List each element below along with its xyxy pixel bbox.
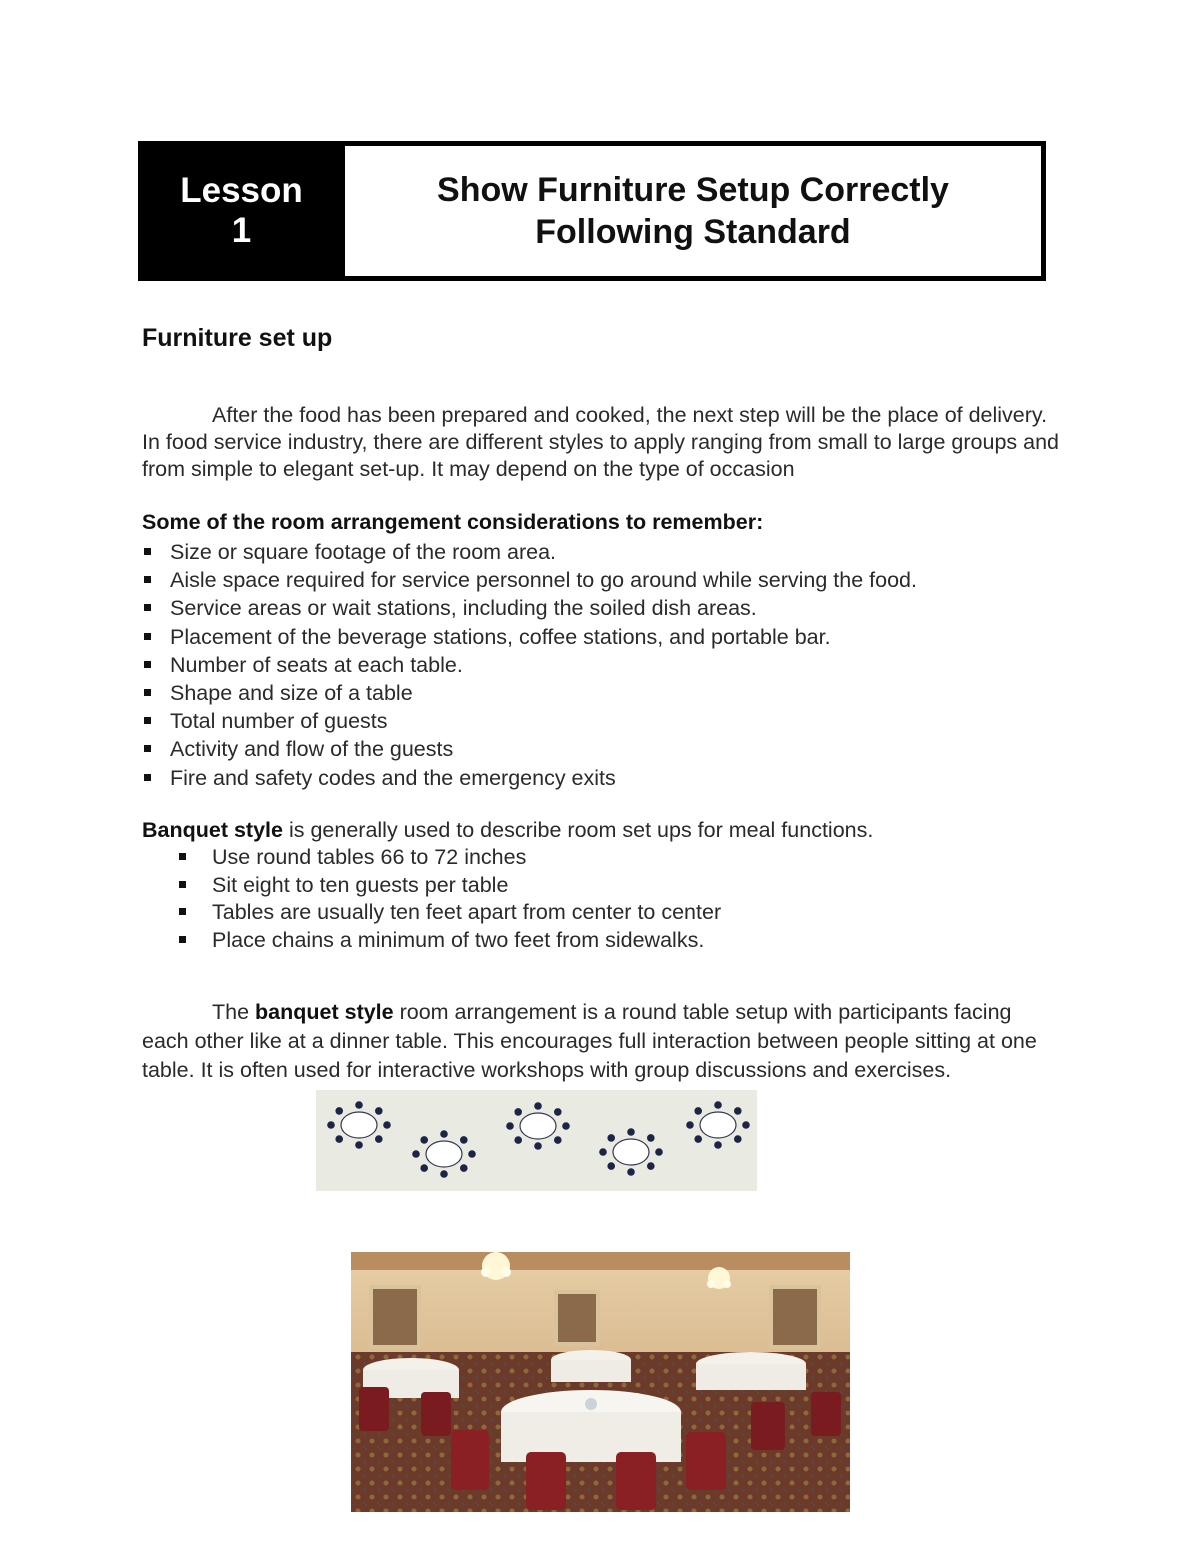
list-item: Fire and safety codes and the emergency exits [142, 764, 917, 792]
banquet-para-term: banquet style [255, 1000, 394, 1024]
list-item: Service areas or wait stations, including the soiled dish areas. [142, 594, 917, 622]
considerations-list [142, 538, 917, 792]
round-tables-diagram [316, 1090, 757, 1191]
chair-dot [627, 1128, 635, 1136]
round-table [341, 1112, 377, 1138]
chair-dot [714, 1141, 722, 1149]
list-item: Size or square footage of the room area. [142, 538, 917, 566]
chair-dot [440, 1130, 448, 1138]
red-chair [359, 1387, 389, 1431]
chair-dot [383, 1121, 391, 1129]
banquet-para-rest: room arrangement is a round table setup with participants facing each other like at a dinner table. This encourages full interaction between people sitting at one table. It is often used for interactive workshops with group discussions and exercises. [142, 1000, 1037, 1082]
lesson-title [340, 146, 1041, 276]
list-item: Number of seats at each table. [142, 651, 917, 679]
chair-dot [734, 1135, 742, 1143]
list-item: Activity and flow of the guests [142, 735, 917, 763]
list-item: Tables are usually ten feet apart from center to center [142, 899, 721, 927]
chair-dot [355, 1141, 363, 1149]
red-chair [526, 1452, 566, 1510]
considerations-heading: Some of the room arrangement considerations to remember: [142, 510, 764, 534]
banquet-paragraph [142, 998, 1062, 1085]
red-chair [811, 1392, 841, 1436]
lesson-header [138, 141, 1046, 281]
banquet-term: Banquet style [142, 818, 283, 842]
intro-text: After the food has been prepared and cooked, the next step will be the place of delivery. In food service industry, there are different styles to apply ranging from small to large groups and from simple to elegant set-up. It may depend on the type of occasion [142, 403, 1060, 481]
section-title: Furniture set up [142, 324, 333, 352]
chair-dot [647, 1134, 655, 1142]
lesson-label: Lesson [180, 171, 303, 210]
chair-dot [468, 1150, 476, 1158]
wall-mirror [371, 1287, 419, 1347]
chair-dot [686, 1121, 694, 1129]
chair-dot [514, 1136, 522, 1144]
wall-mirror [771, 1287, 819, 1347]
list-item: Sit eight to ten guests per table [142, 872, 721, 900]
round-table [700, 1112, 736, 1138]
chair-dot [335, 1135, 343, 1143]
centerpiece-icon [585, 1398, 597, 1410]
chair-dot [506, 1122, 514, 1130]
lesson-number: 1 [231, 211, 252, 250]
chair-dot [554, 1108, 562, 1116]
banquet-intro-text: is generally used to describe room set ups for meal functions. [282, 818, 874, 842]
banquet-list [142, 844, 721, 954]
chair-dot [375, 1135, 383, 1143]
lesson-title-line2: Following Standard [535, 213, 851, 251]
chair-dot [355, 1101, 363, 1109]
chair-dot [460, 1164, 468, 1172]
chair-dot [420, 1136, 428, 1144]
chair-dot [412, 1150, 420, 1158]
chair-dot [647, 1162, 655, 1170]
banquet-intro [142, 818, 873, 843]
chair-dot [627, 1168, 635, 1176]
chair-dot [514, 1108, 522, 1116]
banquet-layout-diagram [316, 1090, 757, 1191]
banquet-hall-illustration [351, 1252, 850, 1512]
chair-dot [694, 1107, 702, 1115]
round-table [520, 1113, 556, 1139]
red-chair [451, 1430, 489, 1490]
list-item: Placement of the beverage stations, coffee stations, and portable bar. [142, 623, 917, 651]
chair-dot [460, 1136, 468, 1144]
chair-dot [694, 1135, 702, 1143]
ceiling-beam [351, 1252, 850, 1270]
lesson-title-line1: Show Furniture Setup Correctly [437, 171, 949, 209]
red-chair [616, 1452, 656, 1510]
chair-dot [607, 1162, 615, 1170]
chair-dot [655, 1148, 663, 1156]
banquet-hall-photo [351, 1252, 850, 1512]
chair-dot [375, 1107, 383, 1115]
chair-dot [335, 1107, 343, 1115]
chair-dot [599, 1148, 607, 1156]
wall-mirror [556, 1292, 598, 1344]
list-item: Aisle space required for service personnel to go around while serving the food. [142, 566, 917, 594]
list-item: Total number of guests [142, 707, 917, 735]
chair-dot [420, 1164, 428, 1172]
table-cloth [696, 1364, 806, 1390]
list-item: Shape and size of a table [142, 679, 917, 707]
red-chair [751, 1402, 785, 1450]
red-chair [421, 1392, 451, 1436]
banquet-para-start: The [212, 1000, 256, 1024]
chair-dot [554, 1136, 562, 1144]
red-chair [686, 1432, 726, 1490]
chair-dot [327, 1121, 335, 1129]
chair-dot [734, 1107, 742, 1115]
round-table [613, 1139, 649, 1165]
chair-dot [742, 1121, 750, 1129]
chair-dot [440, 1170, 448, 1178]
chair-dot [562, 1122, 570, 1130]
chair-dot [534, 1102, 542, 1110]
chair-dot [714, 1101, 722, 1109]
list-item: Place chains a minimum of two feet from sidewalks. [142, 927, 721, 955]
table-cloth [551, 1360, 631, 1382]
intro-paragraph [142, 402, 1062, 483]
round-table [426, 1141, 462, 1167]
list-item: Use round tables 66 to 72 inches [142, 844, 721, 872]
chair-dot [534, 1142, 542, 1150]
chair-dot [607, 1134, 615, 1142]
lesson-badge [143, 146, 340, 276]
